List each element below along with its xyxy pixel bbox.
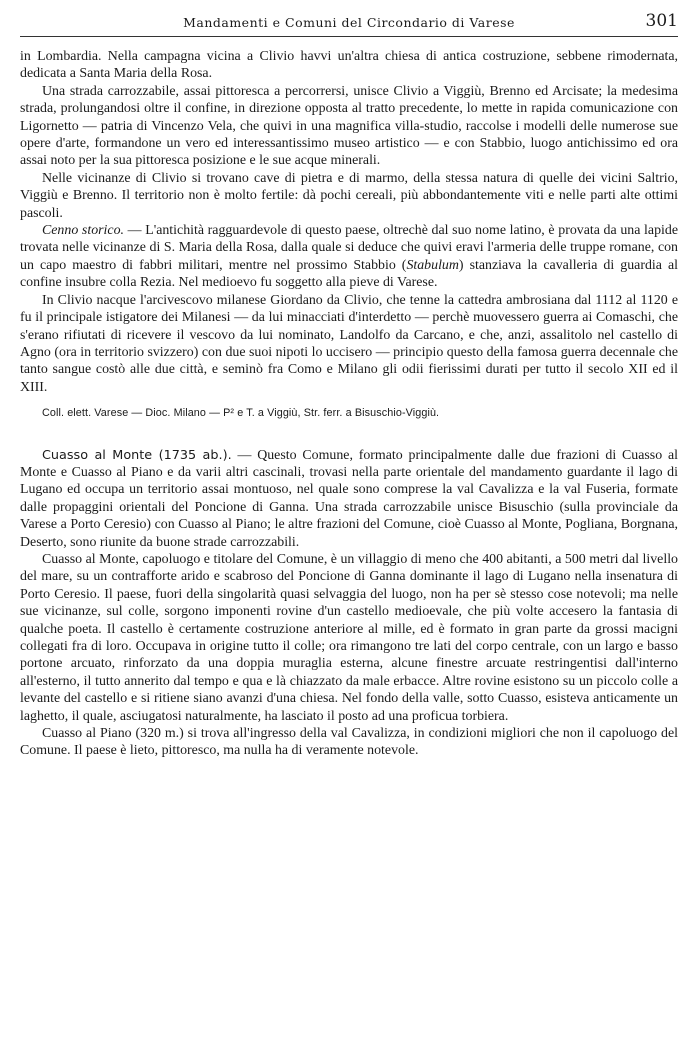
clivio-paragraph-2: Una strada carrozzabile, assai pittoresca a percorrersi, unisce Clivio a Viggiù, Brenno ed Arcisate; la medesima strada, prolungandosi oltre il confine, in direzione opposta al tratto precedente, lo mette in rapida comunicazione con Ligornetto — patria di Vincenzo Vela, che quivi in una magnifica villa-studio, raccolse i modelli delle numerose sue opere d'arte, formandone un vero ed interessantissimo museo artistico — e con Stabbio, luogo antichissimo ed ora assai noto per la sua pittoresca posizione e le sue acque minerali. bbox=[20, 83, 678, 169]
book-page bbox=[20, 10, 678, 760]
section-heading: Cuasso al Monte (1735 ab.). bbox=[42, 447, 232, 463]
historical-text-a: — L'antichità ragguardevole di questo paese, oltrechè dal suo nome latino, è provata da una lapide trovata nelle vicinanze di S. Maria della Rosa, dalla quale si deduce che quivi eravi l'armeria delle truppe romane, con un capo maestro di fabbri militari, mentre nel prossimo Stabbio ( bbox=[20, 223, 678, 273]
clivio-paragraph-5: In Clivio nacque l'arcivescovo milanese Giordano da Clivio, che tenne la cattedra ambrosiana dal 1112 al 1120 e fu il principale istigatore dei Milanesi — da lui minacciati d'interdetto — perchè muovessero guerra ai Comaschi, che s'erano rifiutati di ricevere il vescovo da lui nominato, Landolfo da Carcano, e che, anzi, assalitolo nel castello di Agno (ora in territorio svizzero) con due suoi nipoti lo uccisero — principio questo della famosa guerra decennale che tanto sangue costò alle due città, e seminò fra Como e Milano gli odii fierissimi durati per tutto il secolo XII ed il XIII. bbox=[20, 292, 678, 395]
latin-term: Stabulum bbox=[406, 257, 459, 273]
page-body bbox=[20, 48, 678, 760]
running-title: Mandamenti e Comuni del Circondario di Varese bbox=[183, 15, 515, 30]
historical-note-label: Cenno storico. bbox=[42, 223, 124, 239]
cuasso-paragraph-1 bbox=[20, 447, 678, 551]
administrative-note: Coll. elett. Varese — Dioc. Milano — P² e T. a Viggiù, Str. ferr. a Bisuschio-Viggiù. bbox=[42, 407, 440, 420]
cuasso-paragraph-3: Cuasso al Piano (320 m.) si trova all'ingresso della val Cavalizza, in condizioni migliori che non il capoluogo del Comune. Il paese è lieto, pittoresco, ma nulla ha di veramente notevole. bbox=[20, 726, 678, 759]
clivio-paragraph-1: in Lombardia. Nella campagna vicina a Clivio havvi un'altra chiesa di antica costruzione, sebbene rimodernata, dedicata a Santa Maria della Rosa. bbox=[20, 49, 678, 82]
cuasso-paragraph-2: Cuasso al Monte, capoluogo e titolare del Comune, è un villaggio di meno che 400 abitanti, a 500 metri dal livello del mare, su un contrafforte arido e scabroso del Poncione di Ganna dominante il lago di Lugano nella insenatura di Porto Ceresio. Il paese, fuori della singolarità quasi selvaggia del luogo, non ha per sè stesso cose notevoli; ma nelle sue vicinanze, sul colle, sorgono imponenti rovine d'un castello medioevale, che più volte accesero la fantasia di qualche poeta. Il castello è certamente costruzione anteriore al mille, ed è formato in gran parte da grossi macigni collegati fra di loro. Occupava in origine tutto il colle; ora rimangono tre lati del corpo centrale, con un largo e basso portone arcuato, rinforzato da una doppia muraglia esterna, alcune finestre arcuate restringentisi dall'interno all'esterno, il tutto annerito dal tempo e qua e là chiazzato da male erbacce. Altre rovine esistono su un piccolo colle a levante del castello e si ritiene siano avanzi d'una chiesa. Nel fondo della valle, sotto Cuasso, esisteva anticamente un laghetto, il quale, asciugatosi naturalmente, ha lasciato il posto ad una proficua torbiera. bbox=[20, 551, 678, 724]
cuasso-intro-text: — Questo Comune, formato principalmente dalle due frazioni di Cuasso al Monte e Cuasso al Piano e da varii altri cascinali, trovasi nella parte orientale del mandamento guardante il lago di Lugano ed occupa un territorio assai montuoso, nel quale sono comprese la val Cavalizza e la val Fuseria, formate dalle propaggini orientali del Poncione di Ganna. Una strada carrozzabile unisce Bisuschio (sulla provinciale da Varese a Porto Ceresio) con Cuasso al Piano; le altre frazioni del Comune, cioè Cuasso al Monte, Pogliana, Borgnana, Deserto, sono riunite da buone strade carrozzabili. bbox=[20, 447, 678, 550]
page-header bbox=[20, 10, 678, 37]
clivio-historical-paragraph bbox=[20, 222, 678, 292]
clivio-paragraph-3: Nelle vicinanze di Clivio si trovano cave di pietra e di marmo, della stessa natura di quelle dei vicini Saltrio, Viggiù e Brenno. Il territorio non è molto fertile: dà pochi cereali, più abbondantemente viti e nelle parti alte ottimi pascoli. bbox=[20, 170, 678, 221]
historical-text-b: ) stanziava la cavalleria di guardia al confine insubre colla Rezia. Nel medioevo fu soggetto alla pieve di Varese. bbox=[20, 257, 678, 291]
cuasso-section bbox=[20, 447, 678, 760]
page-number: 301 bbox=[645, 11, 678, 31]
